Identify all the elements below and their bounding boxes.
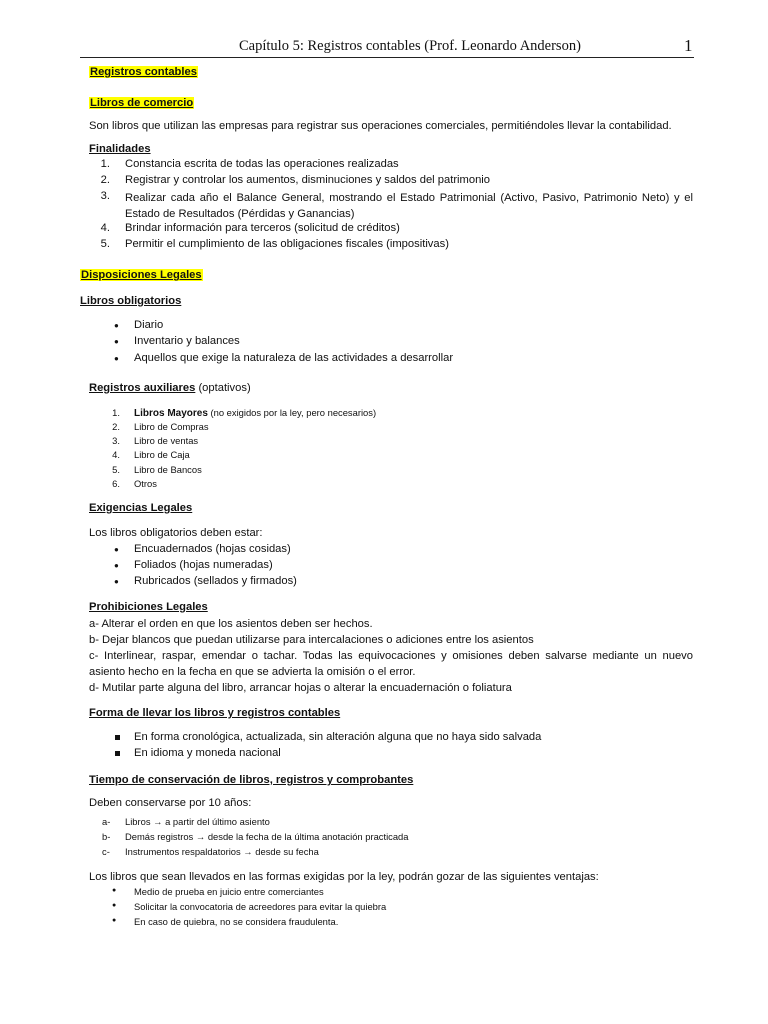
section-title-disposiciones [80, 269, 203, 281]
list-number: 5. [112, 464, 120, 475]
list-item: Realizar cada año el Balance General, mostrando el Estado Patrimonial (Activo, Pasivo, Patrimonio Neto) y el Estado de Resultados (Pérdidas y Ganancias) [125, 192, 693, 220]
list-item: Libro de Bancos [134, 464, 202, 475]
prohibicion-c: c- Interlinear, raspar, emendar o tachar. Todas las equivocaciones y omisiones deben salvarse mediante un nuevo asiento hecho en la fecha en que se advierta la omisión o el error. [89, 650, 693, 678]
tiempo-title: Tiempo de conservación de libros, registros y comprobantes [89, 774, 414, 786]
forma-title: Forma de llevar los libros y registros contables [89, 707, 341, 719]
list-number: 2. [112, 421, 120, 432]
list-number: 5. [100, 238, 110, 250]
list-number: 3. [100, 190, 110, 202]
list-item: Libro de Compras [134, 421, 209, 432]
list-item: En idioma y moneda nacional [134, 747, 281, 759]
list-item: Medio de prueba en juicio entre comerciantes [134, 886, 324, 897]
bullet-icon: ● [114, 337, 119, 346]
list-item: Diario [134, 319, 164, 331]
list-number: 3. [112, 435, 120, 446]
list-item: En caso de quiebra, no se considera fraudulenta. [134, 916, 339, 927]
square-bullet-icon [115, 735, 120, 740]
list-item: Brindar información para terceros (solicitud de créditos) [125, 222, 400, 234]
finalidades-title: Finalidades [89, 143, 151, 155]
list-letter: b- [102, 831, 111, 842]
prohibicion-a: a- Alterar el orden en que los asientos deben ser hechos. [89, 618, 373, 630]
bullet-icon: ● [112, 887, 117, 894]
exigencias-title: Exigencias Legales [89, 502, 193, 514]
libros-obligatorios-title: Libros obligatorios [80, 295, 182, 307]
page-number: 1 [684, 36, 693, 55]
list-number: 4. [112, 449, 120, 460]
bullet-icon: ● [114, 561, 119, 570]
list-item: Constancia escrita de todas las operaciones realizadas [125, 158, 399, 170]
prohibicion-d: d- Mutilar parte alguna del libro, arrancar hojas o alterar la encuadernación o foliatura [89, 682, 512, 694]
bullet-icon: ● [112, 917, 117, 924]
list-item: Solicitar la convocatoria de acreedores para evitar la quiebra [134, 901, 387, 912]
list-letter: c- [102, 846, 110, 857]
square-bullet-icon [115, 751, 120, 756]
section-title-libros-comercio [89, 97, 194, 109]
ventajas-intro: Los libros que sean llevados en las formas exigidas por la ley, podrán gozar de las siguientes ventajas: [89, 871, 599, 883]
list-item: Instrumentos respaldatorios → desde su fecha [125, 846, 319, 857]
list-item [134, 407, 376, 419]
tiempo-intro: Deben conservarse por 10 años: [89, 797, 252, 809]
header-title: Capítulo 5: Registros contables (Prof. Leonardo Anderson) [239, 38, 581, 54]
list-number: 6. [112, 478, 120, 489]
bullet-icon: ● [114, 354, 119, 363]
disposiciones-title: Disposiciones Legales [81, 269, 202, 281]
registros-title: Registros contables [90, 66, 197, 78]
list-item: Inventario y balances [134, 335, 240, 347]
list-number: 1. [100, 158, 110, 170]
registros-auxiliares-title: Registros auxiliares [89, 382, 196, 394]
list-number: 4. [100, 222, 110, 234]
list-item-text: (no exigidos por la ley, pero necesarios) [207, 407, 377, 418]
list-letter: a- [102, 816, 111, 827]
libros-comercio-title: Libros de comercio [90, 97, 194, 109]
list-item: Rubricados (sellados y firmados) [134, 575, 297, 587]
header-rule [80, 57, 694, 58]
list-item: Foliados (hojas numeradas) [134, 559, 273, 571]
registros-auxiliares-suffix: (optativos) [195, 382, 251, 394]
list-item: Encuadernados (hojas cosidas) [134, 543, 291, 555]
bullet-icon: ● [114, 545, 119, 554]
bullet-icon: ● [114, 577, 119, 586]
prohibiciones-title: Prohibiciones Legales [89, 601, 208, 613]
list-item: Registrar y controlar los aumentos, disminuciones y saldos del patrimonio [125, 174, 491, 186]
bullet-icon: ● [112, 902, 117, 909]
list-item: Otros [134, 478, 157, 489]
bullet-icon: ● [114, 321, 119, 330]
list-item: En forma cronológica, actualizada, sin alteración alguna que no haya sido salvada [134, 731, 542, 743]
prohibicion-b: b- Dejar blancos que puedan utilizarse para intercalaciones o adiciones entre los asientos [89, 634, 534, 646]
list-item: Libros → a partir del último asiento [125, 816, 270, 827]
list-item: Aquellos que exige la naturaleza de las actividades a desarrollar [134, 352, 454, 364]
libros-comercio-text: Son libros que utilizan las empresas para registrar sus operaciones comerciales, permitiéndoles llevar la contabilidad. [89, 120, 672, 132]
list-item: Demás registros → desde la fecha de la última anotación practicada [125, 831, 409, 842]
list-number: 1. [112, 407, 120, 418]
exigencias-intro: Los libros obligatorios deben estar: [89, 527, 263, 539]
list-item: Libro de ventas [134, 435, 199, 446]
list-item: Libro de Caja [134, 449, 190, 460]
list-item-bold: Libros Mayores [134, 408, 208, 419]
list-item: Permitir el cumplimiento de las obligaciones fiscales (impositivas) [125, 238, 449, 250]
list-number: 2. [100, 174, 110, 186]
registros-auxiliares-heading [89, 382, 251, 394]
section-title-registros [89, 66, 198, 78]
